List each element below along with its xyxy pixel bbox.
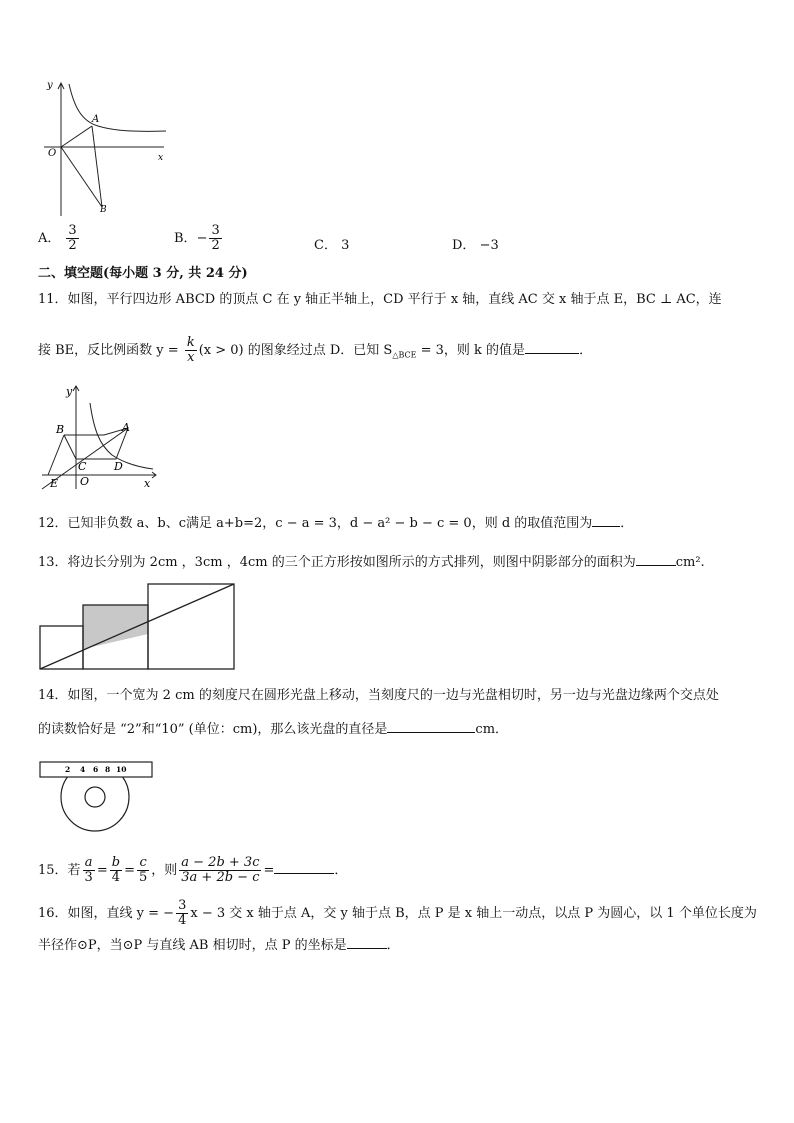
q12-line: 12．已知非负数 a、b、c满足 a+b=2，c − a = 3，d − a² − b − c = 0，则 d 的取值范围为 ． — [38, 512, 633, 534]
fig1-a-label: A — [92, 114, 100, 125]
figure-three-squares — [38, 582, 238, 670]
hyperbola-curve — [69, 84, 166, 131]
ruler-tick-10: 10 — [116, 765, 127, 774]
figure-hyperbola-1 — [36, 76, 171, 216]
fig2-y-label: y — [66, 385, 73, 398]
figure-ruler-disc — [38, 756, 158, 832]
ruler-tick-2: 2 — [65, 765, 71, 774]
figure-parallelogram-2 — [38, 383, 158, 490]
fig2-a-label: A — [122, 421, 130, 434]
q15-answer-blank[interactable] — [274, 859, 334, 874]
ruler-tick-6: 6 — [93, 765, 99, 774]
fig1-b-label: B — [100, 205, 107, 215]
fig2-b-label: B — [56, 423, 65, 436]
q14-line2: 的读数恰好是 “2”和“10” (单位：cm)，那么该光盘的直径是 cm． — [38, 718, 508, 740]
q13-answer-blank[interactable] — [636, 551, 676, 566]
disc-inner — [85, 787, 105, 807]
q16-line2: 半径作⊙P，当⊙P 与直线 AB 相切时，点 P 的坐标是 ． — [38, 934, 400, 956]
ruler-tick-4: 4 — [80, 765, 86, 774]
fig1-o-label: O — [48, 148, 57, 159]
section-title: 二、填空题(每小题 3 分, 共 24 分) — [38, 266, 248, 281]
q14-answer-blank[interactable] — [387, 718, 475, 733]
fig2-c-label: C — [78, 460, 87, 473]
q14-line1: 14．如图，一个宽为 2 cm 的刻度尺在圆形光盘上移动，当刻度尺的一边与光盘相切时，另一边与光盘边缘两个交点处 — [38, 688, 719, 703]
option-d[interactable]: D． −3 — [452, 238, 499, 253]
fig2-o-label: O — [80, 475, 90, 488]
q16-answer-blank[interactable] — [347, 934, 387, 949]
fig1-y-label: y — [47, 80, 53, 91]
q15-line: 15．若 $\frac{a}{3}$ = $\frac{b}{4}$ = $\frac{c}{5}$ ，则 $\frac{a - 2b + 3c}{3a + 2b - c}$ = ． — [38, 855, 348, 885]
option-b[interactable]: B．− $\frac{3}{2}$ — [174, 223, 220, 253]
option-c[interactable]: C． 3 — [314, 238, 350, 253]
ruler-tick-8: 8 — [105, 765, 111, 774]
q11-answer-blank[interactable] — [525, 339, 579, 354]
q11-line2: 接 BE，反比例函数 y = $\frac{k}{x}$ (x > 0) 的图象经过点 D．已知 $S_{\triangle BCE} = 3$，则 k 的值是 ． — [38, 335, 593, 365]
fig2-e-label: E — [50, 477, 59, 490]
fig1-x-label: x — [158, 153, 164, 163]
q13-line: 13．将边长分别为 2cm ，3cm ，4cm 的三个正方形按如图所示的方式排列，则图中阴影部分的面积为 cm². — [38, 551, 705, 573]
fig2-x-label: x — [144, 477, 151, 490]
q11-line1: 11．如图，平行四边形 ABCD 的顶点 C 在 y 轴正半轴上，CD 平行于 x 轴，直线 AC 交 x 轴于点 E，BC ⊥ AC，连 — [38, 292, 722, 307]
q12-answer-blank[interactable] — [592, 512, 620, 527]
q16-line1: 16．如图，直线 y = − $\frac{3}{4}$ x − 3 交 x 轴于点 A，交 y 轴于点 B，点 P 是 x 轴上一动点，以点 P 为圆心，以 1 个单位长度为 — [38, 898, 757, 928]
shaded-region — [83, 605, 148, 649]
option-a[interactable]: A． $\frac{3}{2}$ — [38, 223, 77, 253]
fig2-d-label: D — [114, 460, 123, 473]
